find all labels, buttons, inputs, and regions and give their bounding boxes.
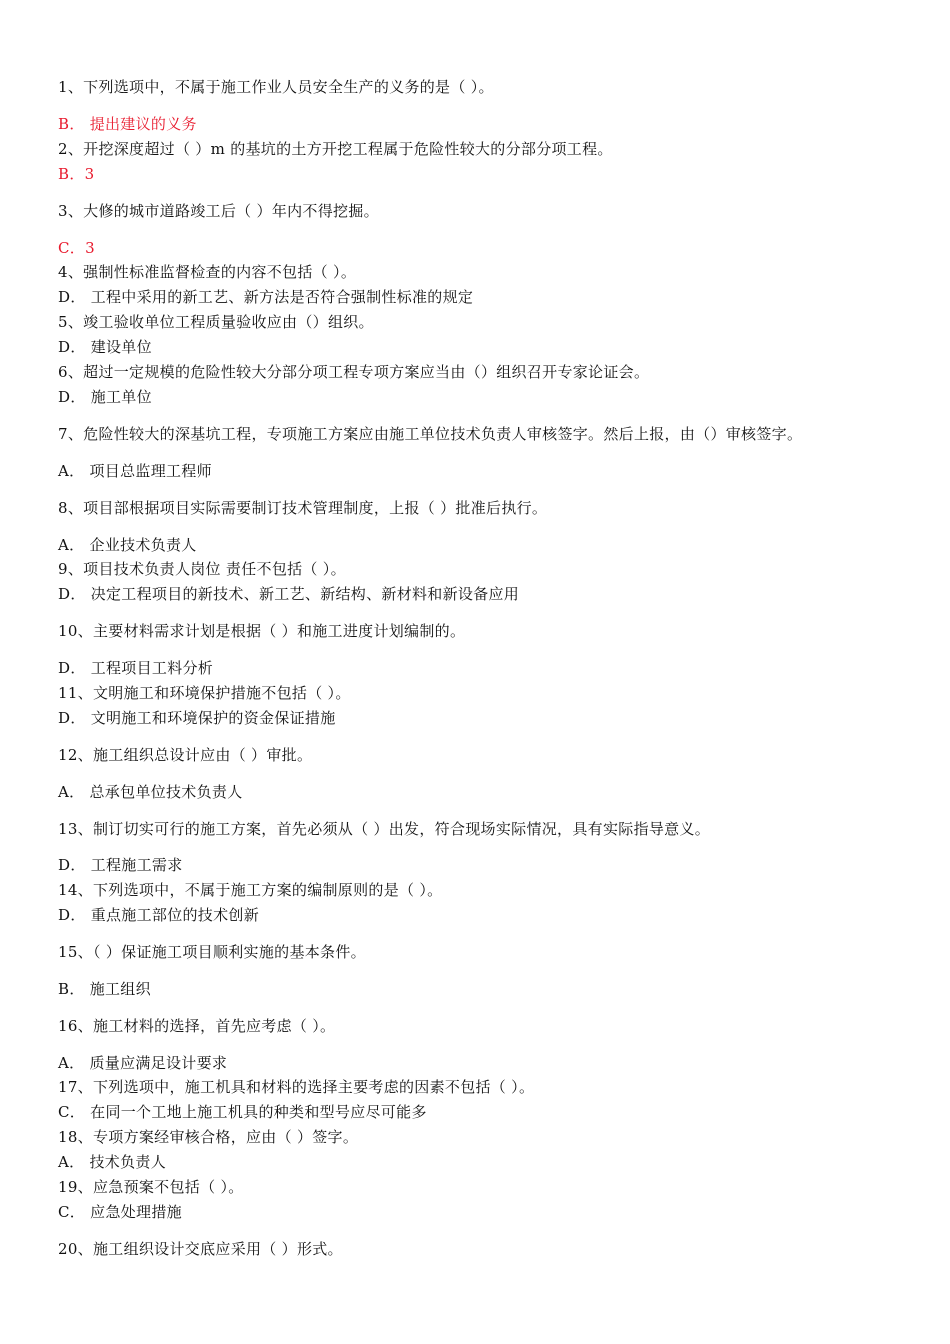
question-6: 6、超过一定规模的危险性较大分部分项工程专项方案应当由（）组织召开专家论证会。	[58, 363, 650, 381]
answer-10: D． 工程项目工料分析	[58, 659, 214, 677]
question-10: 10、主要材料需求计划是根据（ ）和施工进度计划编制的。	[58, 622, 466, 640]
answer-3: C．3	[58, 239, 95, 257]
answer-11: D． 文明施工和环境保护的资金保证措施	[58, 709, 336, 727]
question-17: 17、下列选项中，施工机具和材料的选择主要考虑的因素不包括（ ）。	[58, 1078, 535, 1096]
answer-17: C． 在同一个工地上施工机具的种类和型号应尽可能多	[58, 1103, 427, 1121]
question-8: 8、项目部根据项目实际需要制订技术管理制度，上报（ ）批准后执行。	[58, 499, 548, 517]
answer-4: D． 工程中采用的新工艺、新方法是否符合强制性标准的规定	[58, 288, 474, 306]
answer-9: D． 决定工程项目的新技术、新工艺、新结构、新材料和新设备应用	[58, 585, 520, 603]
question-19: 19、应急预案不包括（ ）。	[58, 1178, 244, 1196]
answer-12: A． 总承包单位技术负责人	[58, 783, 243, 801]
answer-15: B． 施工组织	[58, 980, 151, 998]
question-20: 20、施工组织设计交底应采用（ ）形式。	[58, 1240, 343, 1258]
question-15: 15、（ ）保证施工项目顺利实施的基本条件。	[58, 943, 366, 961]
question-18: 18、专项方案经审核合格，应由（ ）签字。	[58, 1128, 359, 1146]
answer-7: A． 项目总监理工程师	[58, 462, 212, 480]
question-1: 1、下列选项中，不属于施工作业人员安全生产的义务的是（ ）。	[58, 78, 494, 96]
answer-19: C． 应急处理措施	[58, 1203, 182, 1221]
answer-1: B． 提出建议的义务	[58, 115, 197, 133]
question-3: 3、大修的城市道路竣工后（ ）年内不得挖掘。	[58, 202, 379, 220]
answer-6: D． 施工单位	[58, 388, 152, 406]
question-14: 14、下列选项中，不属于施工方案的编制原则的是（ ）。	[58, 881, 443, 899]
question-9: 9、项目技术负责人岗位 责任不包括（ ）。	[58, 560, 346, 578]
answer-5: D． 建设单位	[58, 338, 152, 356]
question-11: 11、文明施工和环境保护措施不包括（ ）。	[58, 684, 351, 702]
answer-13: D． 工程施工需求	[58, 856, 183, 874]
answer-2: B．3	[58, 165, 95, 183]
answer-14: D． 重点施工部位的技术创新	[58, 906, 259, 924]
answer-8: A． 企业技术负责人	[58, 536, 197, 554]
answer-16: A． 质量应满足设计要求	[58, 1054, 228, 1072]
question-7: 7、危险性较大的深基坑工程，专项施工方案应由施工单位技术负责人审核签字。然后上报，由（）审核签字。	[58, 425, 803, 443]
question-2: 2、开挖深度超过（ ）m 的基坑的土方开挖工程属于危险性较大的分部分项工程。	[58, 140, 613, 158]
question-12: 12、施工组织总设计应由（ ）审批。	[58, 746, 313, 764]
question-4: 4、强制性标准监督检查的内容不包括（ ）。	[58, 263, 357, 281]
answer-18: A． 技术负责人	[58, 1153, 167, 1171]
question-13: 13、制订切实可行的施工方案，首先必须从（ ）出发，符合现场实际情况，具有实际指导意义。	[58, 820, 711, 838]
question-16: 16、施工材料的选择，首先应考虑（ ）。	[58, 1017, 336, 1035]
question-5: 5、竣工验收单位工程质量验收应由（）组织。	[58, 313, 374, 331]
